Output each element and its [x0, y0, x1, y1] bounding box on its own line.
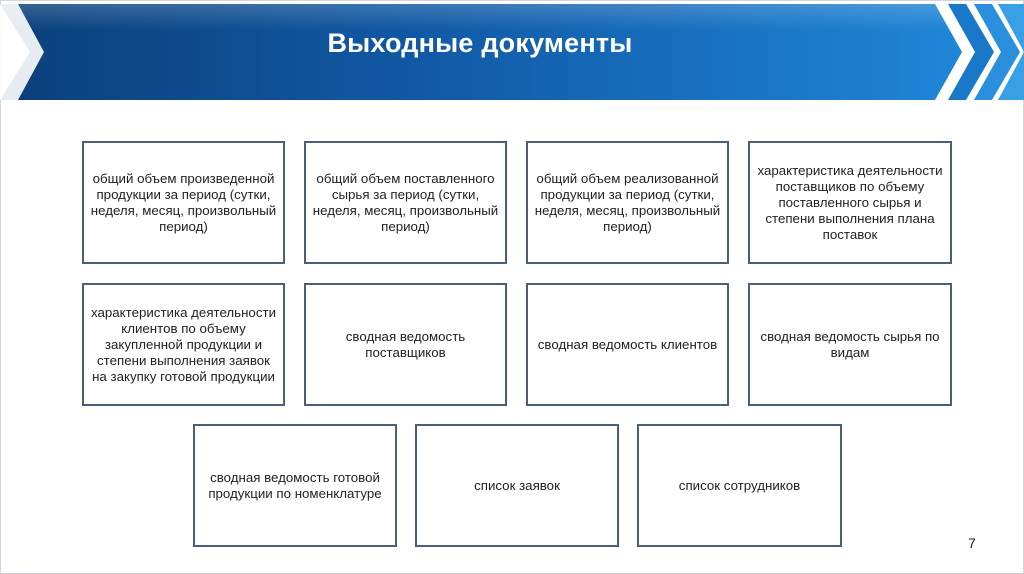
slide-title: Выходные документы [327, 28, 633, 58]
header-banner [0, 0, 1024, 102]
document-box-raw-by-type-summary [748, 283, 952, 406]
document-box-text: список сотрудников [678, 477, 801, 493]
document-box-finished-goods-summary [193, 424, 397, 547]
document-box-sold-volume [526, 141, 729, 264]
document-box-clients-summary [526, 283, 729, 406]
document-box-suppliers-summary [304, 283, 507, 406]
document-box-orders-list [415, 424, 619, 547]
document-box-text: сводная ведомость клиентов [537, 336, 718, 352]
page-number: 7 [968, 535, 976, 551]
document-box-text: сводная ведомость сырья по видам [760, 328, 940, 360]
document-box-text: характеристика деятельности клиентов по объему закупленной продукции и степени выполнения заявок на закупку готовой продукции [90, 304, 276, 384]
document-box-text: список заявок [474, 477, 560, 493]
document-box-text: сводная ведомость поставщиков [345, 328, 466, 360]
document-box-produced-volume [82, 141, 285, 264]
document-box-text: общий объем реализованной продукции за период (сутки, неделя, месяц, произвольный период) [534, 170, 721, 234]
document-box-supplier-performance [748, 141, 952, 264]
document-box-client-performance [82, 283, 285, 406]
document-box-supplied-raw-volume [304, 141, 507, 264]
document-box-text: общий объем поставленного сырья за период (сутки, неделя, месяц, произвольный период) [312, 170, 499, 234]
document-box-text: общий объем произведенной продукции за период (сутки, неделя, месяц, произвольный период) [90, 170, 277, 234]
document-box-text: сводная ведомость готовой продукции по номенклатуре [208, 469, 382, 501]
document-box-employees-list [637, 424, 842, 547]
document-box-text: характеристика деятельности поставщиков по объему поставленного сырья и степени выполнения плана поставок [757, 162, 943, 242]
